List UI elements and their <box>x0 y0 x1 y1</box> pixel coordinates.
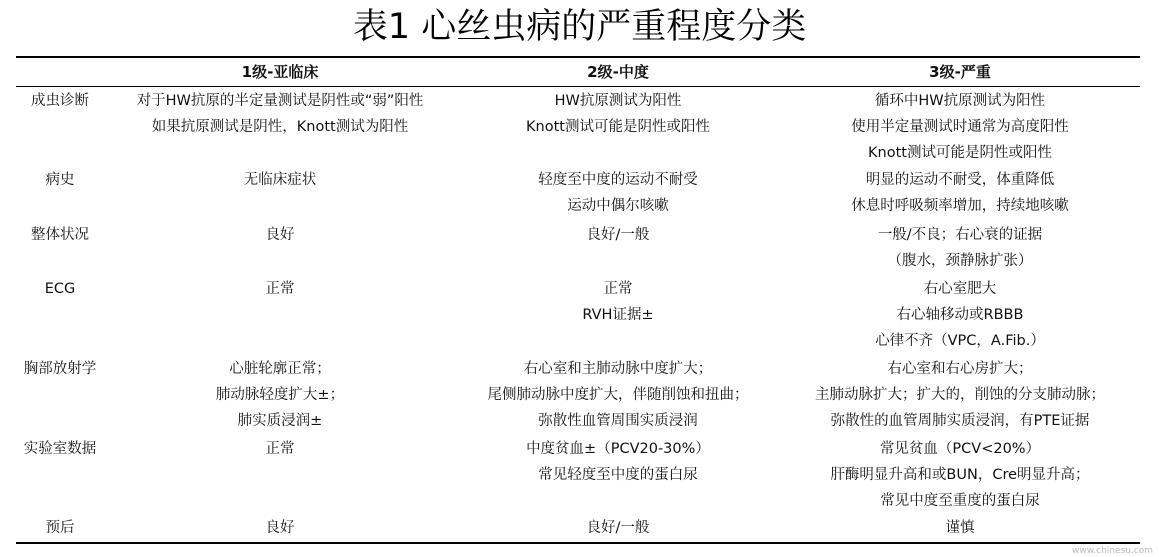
table-cell: 尾侧肺动脉中度扩大，伴随削蚀和扭曲； <box>487 387 749 403</box>
table-cell: （腹水，颈静脉扩张） <box>887 253 1033 269</box>
watermark: www.chinesu.com <box>1072 546 1153 556</box>
table-cell: 一般/不良；右心衰的证据 <box>877 227 1043 243</box>
header-rule <box>16 86 1140 87</box>
column-header-grade-2: 2级-中度 <box>587 63 649 81</box>
top-rule <box>16 56 1140 58</box>
table-cell: 良好/一般 <box>586 520 650 536</box>
table-cell: 右心室肥大 <box>923 281 997 297</box>
table-cell: 常见中度至重度的蛋白尿 <box>880 493 1040 509</box>
table-cell: 对于HW抗原的半定量测试是阴性或“弱”阳性 <box>136 93 424 109</box>
table-cell: 正常 <box>265 441 295 457</box>
table-cell: 弥散性的血管周肺实质浸润，有PTE证据 <box>830 413 1090 429</box>
table-cell: HW抗原测试为阳性 <box>554 93 682 109</box>
bottom-rule <box>16 542 1140 544</box>
table-cell: 明显的运动不耐受，体重降低 <box>865 172 1055 188</box>
table-cell: 右心室和右心房扩大； <box>887 361 1033 377</box>
table-cell: 良好 <box>265 520 295 536</box>
table-cell: 肺动脉轻度扩大±； <box>215 387 345 403</box>
table-cell: Knott测试可能是阴性或阳性 <box>868 145 1052 161</box>
table-cell: 循环中HW抗原测试为阳性 <box>874 93 1046 109</box>
table-cell: 主肺动脉扩大；扩大的，削蚀的分支肺动脉； <box>815 387 1105 403</box>
table-cell: 弥散性血管周围实质浸润 <box>538 413 698 429</box>
table-cell: 肺实质浸润± <box>237 413 323 429</box>
column-header-grade-1: 1级-亚临床 <box>241 63 319 81</box>
table-cell: 常见轻度至中度的蛋白尿 <box>538 467 698 483</box>
row-label-adult-diagnosis: 成虫诊断 <box>31 93 89 109</box>
table-cell: 良好 <box>265 227 295 243</box>
table-cell: 右心室和主肺动脉中度扩大； <box>523 361 713 377</box>
table-cell: 无临床症状 <box>243 172 317 188</box>
table-cell: Knott测试可能是阴性或阳性 <box>526 119 710 135</box>
table-cell: 休息时呼吸频率增加，持续地咳嗽 <box>851 198 1069 214</box>
row-label-laboratory-data: 实验室数据 <box>23 441 97 457</box>
row-label-overall-condition: 整体状况 <box>31 227 89 243</box>
table-cell: 运动中偶尔咳嗽 <box>567 198 669 214</box>
table-cell: 右心轴移动或RBBB <box>896 307 1024 323</box>
row-label-ecg: ECG <box>44 281 76 297</box>
table-cell: 心律不齐（VPC，A.Fib.） <box>875 333 1045 349</box>
table-title: 表1 心丝虫病的严重程度分类 <box>352 7 807 47</box>
row-label-thoracic-radiography: 胸部放射学 <box>23 361 97 377</box>
table-cell: 肝酶明显升高和或BUN，Cre明显升高； <box>830 467 1090 483</box>
table-cell: 谨慎 <box>945 520 975 536</box>
table-cell: 正常 <box>603 281 633 297</box>
table-cell: 使用半定量测试时通常为高度阳性 <box>851 119 1069 135</box>
table-cell: 正常 <box>265 281 295 297</box>
row-label-history: 病史 <box>45 172 75 188</box>
table-cell: 心脏轮廓正常； <box>229 361 331 377</box>
column-header-grade-3: 3级-严重 <box>929 63 991 81</box>
table-cell: 轻度至中度的运动不耐受 <box>538 172 698 188</box>
table-cell: 常见贫血（PCV<20%） <box>879 441 1041 457</box>
table-cell: RVH证据± <box>582 307 654 323</box>
table-cell: 良好/一般 <box>586 227 650 243</box>
row-label-prognosis: 预后 <box>45 520 75 536</box>
table-cell: 中度贫血±（PCV20-30%） <box>526 441 710 457</box>
table-cell: 如果抗原测试是阴性，Knott测试为阳性 <box>151 119 409 135</box>
